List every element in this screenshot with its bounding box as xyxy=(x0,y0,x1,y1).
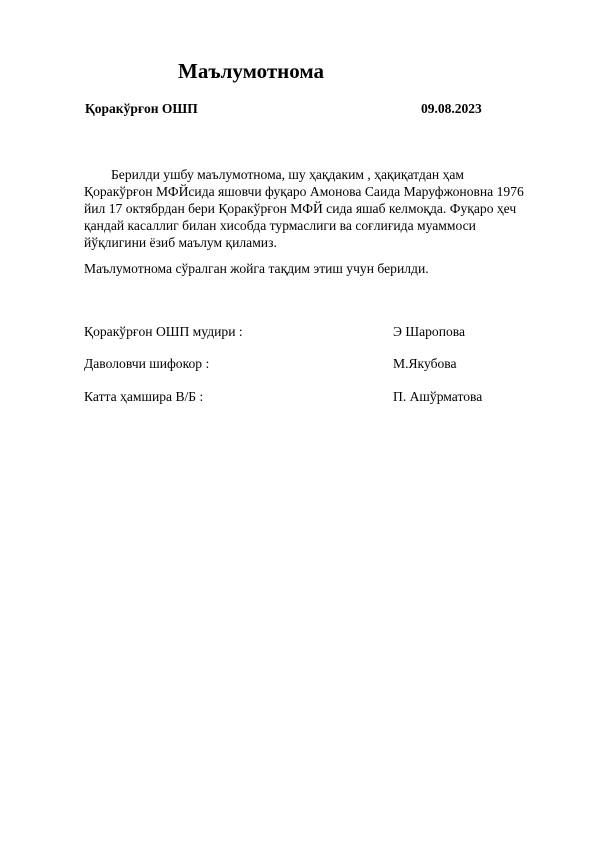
signature-name-doctor: М.Якубова xyxy=(393,356,457,371)
body-line: Қоракўрғон МФЙсида яшовчи фуқаро Амонова Саида Маруфжоновна 1976 xyxy=(84,184,524,199)
organization-name: Қоракўрғон ОШП xyxy=(85,101,198,116)
document-date: 09.08.2023 xyxy=(421,101,482,116)
body-line: йил 17 октябрдан бери Қоракўрғон МФЙ сида яшаб келмоқда. Фуқаро ҳеч xyxy=(84,201,517,216)
closing-statement: Маълумотнома сўралган жойга тақдим этиш учун берилди. xyxy=(84,261,429,276)
body-line: Берилди ушбу маълумотнома, шу ҳақдаким , ҳақиқатдан ҳам xyxy=(111,167,464,182)
signature-label-nurse: Катта ҳамшира В/Б : xyxy=(84,389,204,404)
document-title: Маълумотнома xyxy=(178,59,324,83)
signature-name-head: Э Шаропова xyxy=(393,324,466,339)
body-paragraph xyxy=(84,166,546,251)
body-line: қандай касаллиг билан хисобда турмаслиги ва соғлиғида муаммоси xyxy=(84,218,476,233)
body-line: йўқлигини ёзиб маълум қиламиз. xyxy=(84,235,277,250)
signature-name-nurse: П. Ашўрматова xyxy=(393,389,483,404)
signature-label-head: Қоракўрғон ОШП мудири : xyxy=(84,324,243,339)
signature-label-doctor: Даволовчи шифокор : xyxy=(84,356,210,371)
